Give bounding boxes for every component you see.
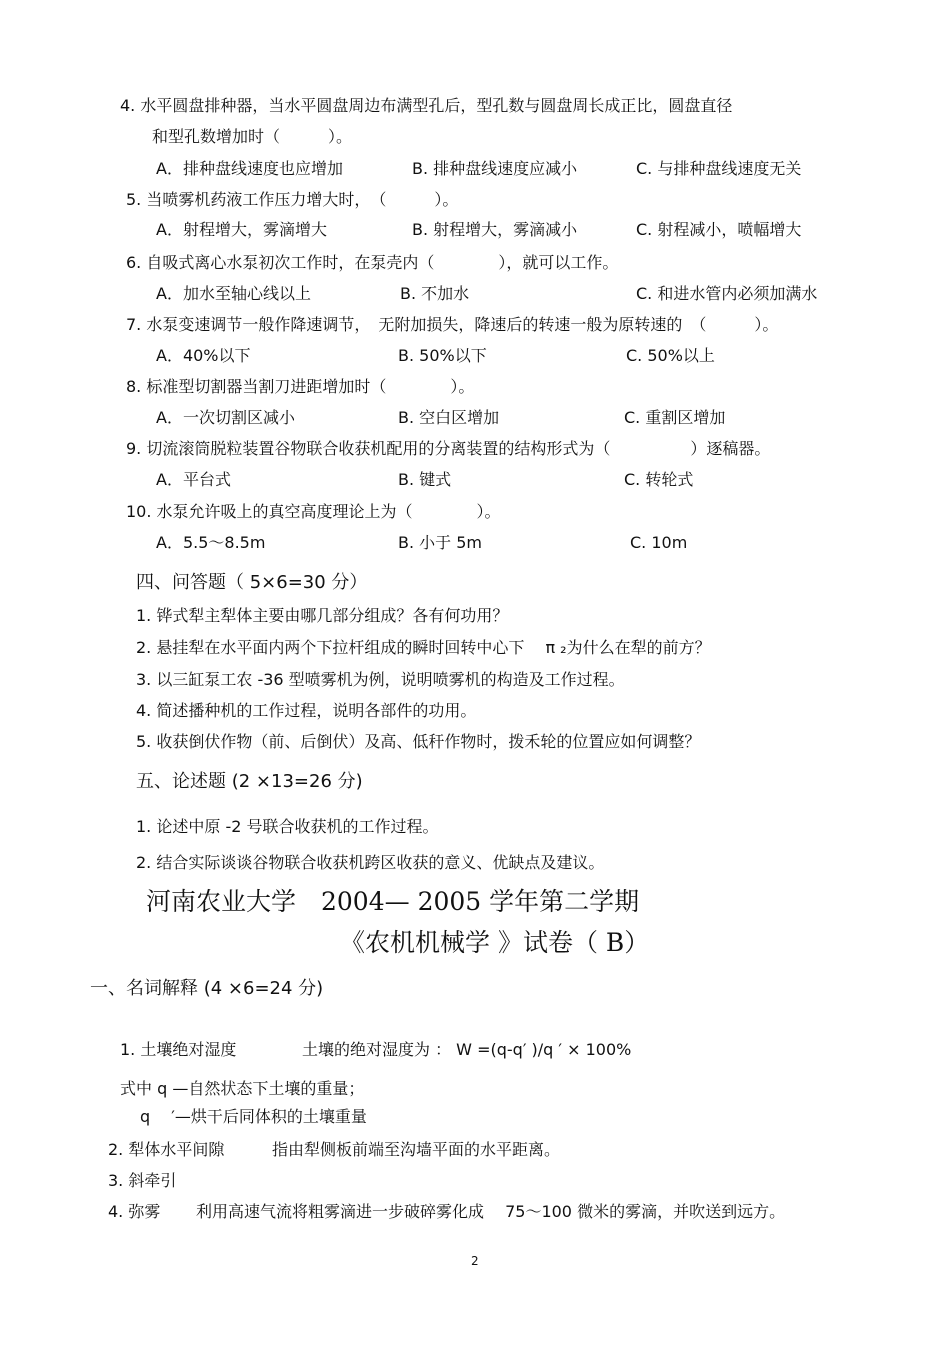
- question-8: 8. 标准型切割器当割刀进距增加时（ ）。: [126, 377, 475, 396]
- question-7-option-a: A．40%以下: [156, 346, 251, 365]
- term-1-definition: 土壤的绝对湿度为 ： W =(q-q′ )/q ′ × 100%: [302, 1040, 632, 1059]
- question-4-option-b: B. 排种盘线速度应减小: [412, 159, 578, 178]
- question-5-option-c: C. 射程减小，喷幅增大: [636, 220, 802, 239]
- question-8-option-c: C. 重割区增加: [624, 408, 726, 427]
- question-5-option-b: B. 射程增大，雾滴减小: [412, 220, 578, 239]
- section-4-item-4: 4. 简述播种机的工作过程，说明各部件的功用。: [136, 701, 477, 720]
- question-8-option-b: B. 空白区增加: [398, 408, 500, 427]
- term-2-definition: 指由犁侧板前端至沟墙平面的水平距离。: [272, 1140, 561, 1159]
- question-10-option-a: A．5.5～8.5m: [156, 533, 266, 552]
- question-7-option-b: B. 50%以下: [398, 346, 487, 365]
- question-6-option-c: C. 和进水管内必须加满水: [636, 284, 818, 303]
- section-4-title: 四、问答题（ 5×6=30 分）: [136, 572, 368, 593]
- page-number: 2: [471, 1254, 479, 1268]
- question-10-option-b: B. 小于 5m: [398, 533, 483, 552]
- term-1-where-1: 式中 q —自然状态下土壤的重量；: [120, 1079, 365, 1098]
- term-4-definition: 利用高速气流将粗雾滴进一步破碎雾化成 75～100 微米的雾滴，并吹送到远方。: [196, 1202, 786, 1221]
- question-4-option-a: A．排种盘线速度也应增加: [156, 159, 343, 178]
- section-5-item-1: 1. 论述中原 -2 号联合收获机的工作过程。: [136, 817, 439, 836]
- question-10-option-c: C. 10m: [630, 533, 688, 552]
- question-9-option-c: C. 转轮式: [624, 470, 694, 489]
- question-4-line1: 4. 水平圆盘排种器，当水平圆盘周边布满型孔后，型孔数与圆盘周长成正比，圆盘直径: [120, 96, 733, 115]
- question-7: 7. 水泵变速调节一般作降速调节， 无附加损失，降速后的转速一般为原转速的 （ ）。: [126, 315, 779, 334]
- section-5-title: 五、论述题 (2 ×13=26 分): [136, 771, 363, 792]
- question-8-option-a: A．一次切割区减小: [156, 408, 295, 427]
- question-6-option-a: A．加水至轴心线以上: [156, 284, 311, 303]
- section-5-item-2: 2. 结合实际谈谈谷物联合收获机跨区收获的意义、优缺点及建议。: [136, 853, 605, 872]
- question-4-option-c: C. 与排种盘线速度无关: [636, 159, 802, 178]
- term-1: 1. 土壤绝对湿度: [120, 1040, 237, 1059]
- section-4-item-2: 2. 悬挂犁在水平面内两个下拉杆组成的瞬时回转中心下 π ₂为什么在犁的前方？: [136, 638, 711, 657]
- term-4: 4. 弥雾: [108, 1202, 161, 1221]
- question-5: 5. 当喷雾机药液工作压力增大时， （ ）。: [126, 190, 459, 209]
- question-7-option-c: C. 50%以上: [626, 346, 715, 365]
- question-9-option-a: A．平台式: [156, 470, 231, 489]
- question-9: 9. 切流滚筒脱粒装置谷物联合收获机配用的分离装置的结构形式为（ ）逐稿器。: [126, 439, 771, 458]
- term-1-where-2: q ′—烘干后同体积的土壤重量: [140, 1107, 367, 1126]
- exam-header-line-1: 河南农业大学 2004— 2005 学年第二学期: [146, 887, 640, 916]
- exam-header-line-2: 《农机机械学 》试卷（ B）: [340, 928, 650, 957]
- section-4-item-1: 1. 铧式犁主犁体主要由哪几部分组成？各有何功用？: [136, 606, 509, 625]
- question-4-line2: 和型孔数增加时（ ）。: [152, 127, 353, 146]
- question-9-option-b: B. 键式: [398, 470, 452, 489]
- term-2: 2. 犁体水平间隙: [108, 1140, 225, 1159]
- question-5-option-a: A．射程增大，雾滴增大: [156, 220, 327, 239]
- term-3: 3. 斜牵引: [108, 1171, 177, 1190]
- question-6: 6. 自吸式离心水泵初次工作时，在泵壳内（ ），就可以工作。: [126, 253, 619, 272]
- section-4-item-5: 5. 收获倒伏作物（前、后倒伏）及高、低秆作物时，拨禾轮的位置应如何调整？: [136, 732, 701, 751]
- question-6-option-b: B. 不加水: [400, 284, 470, 303]
- question-10: 10. 水泵允许吸上的真空高度理论上为（ ）。: [126, 502, 501, 521]
- section-4-item-3: 3. 以三缸泵工农 -36 型喷雾机为例，说明喷雾机的构造及工作过程。: [136, 670, 625, 689]
- section-1-title: 一、名词解释 (4 ×6=24 分): [90, 978, 324, 999]
